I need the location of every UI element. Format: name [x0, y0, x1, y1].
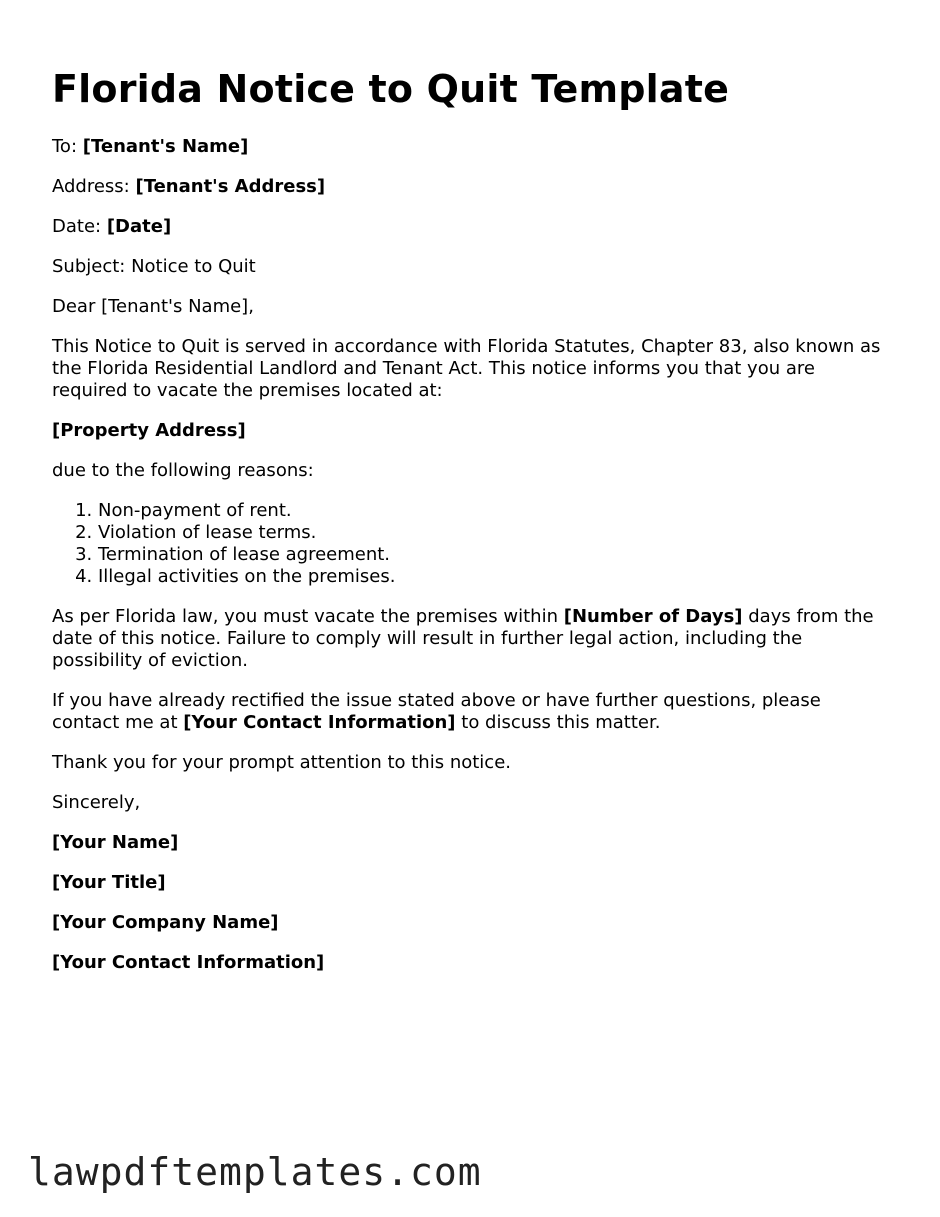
to-label: To: — [52, 136, 78, 157]
signature-company: [Your Company Name] — [52, 912, 279, 933]
list-item: 4. Illegal activities on the premises. — [98, 566, 888, 588]
to-line — [52, 136, 888, 158]
salutation: Dear [Tenant's Name], — [52, 296, 254, 317]
date-label: Date: — [52, 216, 102, 237]
subject-line: Subject: Notice to Quit — [52, 256, 256, 277]
property-address: [Property Address] — [52, 420, 246, 441]
vacate-paragraph: As per Florida law, you must vacate the premises within [Number of Days] days from the date of this notice. Failure to comply will result in further legal action, including the possibility of eviction. — [52, 606, 874, 671]
list-item: 1. Non-payment of rent. — [98, 500, 888, 522]
intro-paragraph: This Notice to Quit is served in accordance with Florida Statutes, Chapter 83, also known as the Florida Residential Landlord and Tenant Act. This notice informs you that you are required to vacate the premises located at: — [52, 336, 881, 401]
signature-title: [Your Title] — [52, 872, 166, 893]
address-line — [52, 176, 888, 198]
address-label: Address: — [52, 176, 130, 197]
date-value: [Date] — [106, 216, 172, 237]
reasons-list — [52, 500, 888, 588]
number-of-days: [Number of Days] — [563, 606, 743, 627]
date-line — [52, 216, 888, 238]
address-value: [Tenant's Address] — [135, 176, 326, 197]
list-item: 3. Termination of lease agreement. — [98, 544, 888, 566]
contact-info: [Your Contact Information] — [183, 712, 456, 733]
thanks-paragraph: Thank you for your prompt attention to this notice. — [52, 752, 511, 773]
document — [52, 66, 888, 992]
signature-contact: [Your Contact Information] — [52, 952, 325, 973]
closing: Sincerely, — [52, 792, 141, 813]
contact-paragraph: If you have already rectified the issue stated above or have further questions, please contact me at [Your Contact Information] to discuss this matter. — [52, 690, 821, 733]
list-item: 2. Violation of lease terms. — [98, 522, 888, 544]
reasons-intro: due to the following reasons: — [52, 460, 314, 481]
footer-watermark: lawpdftemplates.com — [28, 1150, 482, 1194]
page-title: Florida Notice to Quit Template — [52, 67, 730, 111]
to-value: [Tenant's Name] — [82, 136, 249, 157]
signature-name: [Your Name] — [52, 832, 179, 853]
